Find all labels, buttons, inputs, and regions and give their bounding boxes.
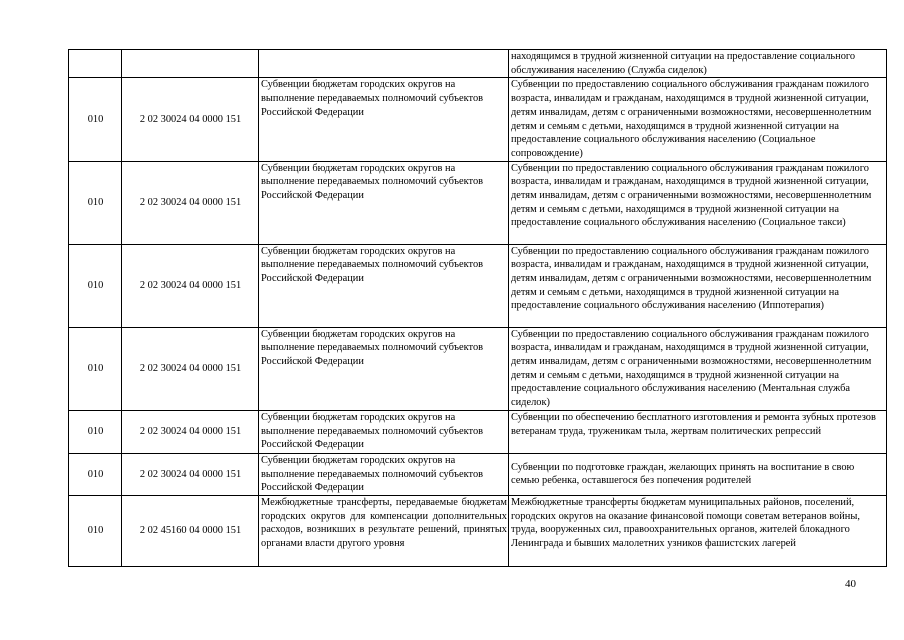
budget-code-cell	[122, 50, 259, 78]
table-body	[69, 50, 887, 567]
table-row	[69, 78, 887, 161]
table-row	[69, 244, 887, 327]
admin-code-cell: 010	[69, 327, 122, 410]
admin-code-cell: 010	[69, 244, 122, 327]
budget-revenue-table	[68, 49, 887, 567]
name-cell	[259, 50, 509, 78]
budget-code-cell: 2 02 30024 04 0000 151	[122, 410, 259, 453]
admin-code-cell	[69, 50, 122, 78]
description-cell: Субвенции по обеспечению бесплатного изготовления и ремонта зубных протезов ветеранам труда, труженикам тыла, жертвам политических репрессий	[509, 410, 887, 453]
name-cell: Субвенции бюджетам городских округов на выполнение передаваемых полномочий субъектов Российской Федерации	[259, 78, 509, 161]
page-number: 40	[845, 578, 856, 590]
budget-code-cell: 2 02 45160 04 0000 151	[122, 495, 259, 566]
budget-code-cell: 2 02 30024 04 0000 151	[122, 244, 259, 327]
table-row	[69, 453, 887, 495]
admin-code-cell: 010	[69, 161, 122, 244]
admin-code-cell: 010	[69, 78, 122, 161]
description-cell: Субвенции по предоставлению социального обслуживания гражданам пожилого возраста, инвалидам и гражданам, находящимся в трудной жизненной ситуации, детям инвалидам, детям с ограниченными возможностями, несовершеннолетним детям и семьям с детьми, находящимся в трудной жизненной ситуации на предоставление социального обслуживания населению (Ментальная служба сиделок)	[509, 327, 887, 410]
name-cell: Субвенции бюджетам городских округов на выполнение передаваемых полномочий субъектов Российской Федерации	[259, 410, 509, 453]
admin-code-cell: 010	[69, 453, 122, 495]
table-row	[69, 410, 887, 453]
description-cell: Межбюджетные трансферты бюджетам муниципальных районов, поселений, городских округов на оказание финансовой помощи советам ветеранов войны, труда, вооруженных сил, правоохранительных органов, жителей блокадного Ленинграда и бывших малолетних узников фашистских лагерей	[509, 495, 887, 566]
name-cell: Субвенции бюджетам городских округов на выполнение передаваемых полномочий субъектов Российской Федерации	[259, 161, 509, 244]
description-cell: находящимся в трудной жизненной ситуации на предоставление социального обслуживания населению (Служба сиделок)	[509, 50, 887, 78]
name-cell: Субвенции бюджетам городских округов на выполнение передаваемых полномочий субъектов Российской Федерации	[259, 327, 509, 410]
budget-code-cell: 2 02 30024 04 0000 151	[122, 327, 259, 410]
description-cell: Субвенции по предоставлению социального обслуживания гражданам пожилого возраста, инвалидам и гражданам, находящимся в трудной жизненной ситуации, детям инвалидам, детям с ограниченными возможностями, несовершеннолетним детям и семьям с детьми, находящимся в трудной жизненной ситуации на предоставление социального обслуживания населению (Социальное сопровождение)	[509, 78, 887, 161]
name-cell: Субвенции бюджетам городских округов на выполнение передаваемых полномочий субъектов Российской Федерации	[259, 244, 509, 327]
budget-code-cell: 2 02 30024 04 0000 151	[122, 78, 259, 161]
name-cell: Межбюджетные трансферты, передаваемые бюджетам городских округов для компенсации дополнительных расходов, возникших в результате решений, принятых органами власти другого уровня	[259, 495, 509, 566]
description-cell: Субвенции по подготовке граждан, желающих принять на воспитание в свою семью ребенка, оставшегося без попечения родителей	[509, 453, 887, 495]
budget-code-cell: 2 02 30024 04 0000 151	[122, 161, 259, 244]
table-row	[69, 50, 887, 78]
budget-code-cell: 2 02 30024 04 0000 151	[122, 453, 259, 495]
description-cell: Субвенции по предоставлению социального обслуживания гражданам пожилого возраста, инвалидам и гражданам, находящимся в трудной жизненной ситуации, детям инвалидам, детям с ограниченными возможностями, несовершеннолетним детям и семьям с детьми, находящимся в трудной жизненной ситуации на предоставление социального обслуживания населению (Социальное такси)	[509, 161, 887, 244]
table-row	[69, 161, 887, 244]
admin-code-cell: 010	[69, 410, 122, 453]
name-cell: Субвенции бюджетам городских округов на выполнение передаваемых полномочий субъектов Российской Федерации	[259, 453, 509, 495]
table-row	[69, 327, 887, 410]
table-row	[69, 495, 887, 566]
description-cell: Субвенции по предоставлению социального обслуживания гражданам пожилого возраста, инвалидам и гражданам, находящимся в трудной жизненной ситуации, детям инвалидам, детям с ограниченными возможностями, несовершеннолетним детям и семьям с детьми, находящимся в трудной жизненной ситуации на предоставление социального обслуживания населению (Иппотерапия)	[509, 244, 887, 327]
admin-code-cell: 010	[69, 495, 122, 566]
